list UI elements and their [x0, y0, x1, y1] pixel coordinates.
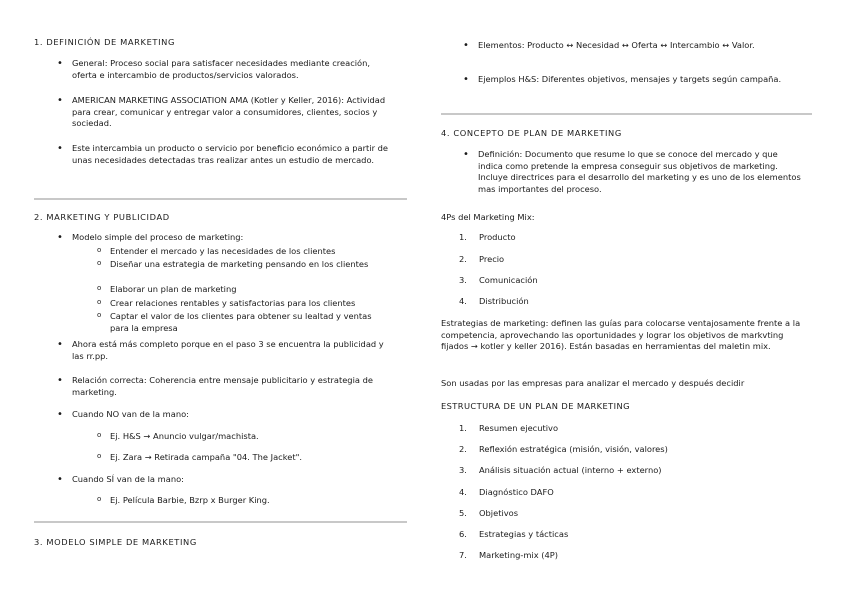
struct-item: 7. Marketing-mix (4P) — [459, 550, 559, 560]
s2-bullet-modelo: • Modelo simple del proceso de marketing: — [72, 232, 392, 244]
struct-item: 4. Diagnóstico DAFO — [459, 487, 554, 497]
mix-item: 4. Distribución — [459, 296, 529, 306]
s1-bullet-ama: • AMERICAN MARKETING ASSOCIATION AMA (Kotler y Keller, 2016): Actividad para crear, comunicar y entregar valor a consumidores, clientes, socios y sociedad. — [72, 95, 392, 130]
s2-sub-item: o Captar el valor de los clientes para obtener su lealtad y ventas para la empresa — [110, 311, 390, 334]
s2-example: o Ej. Zara → Retirada campaña "04. The Jacket". — [110, 452, 390, 464]
divider — [34, 521, 407, 523]
struct-item: 2. Reflexión estratégica (misión, visión, valores) — [459, 444, 668, 454]
usadas-paragraph: Son usadas por las empresas para analizar el mercado y después decidir — [441, 378, 745, 388]
s2-bullet-relacion: • Relación correcta: Coherencia entre mensaje publicitario y estrategia de marketing. — [72, 375, 382, 398]
divider — [34, 198, 407, 200]
s1-bullet-general: • General: Proceso social para satisfacer necesidades mediante creación, oferta e intercambio de productos/servicios valorados. — [72, 58, 392, 81]
s2-example: o Ej. Película Barbie, Bzrp x Burger King. — [110, 495, 390, 507]
mix-item: 3. Comunicación — [459, 275, 538, 285]
s4-bullet-definicion: • Definición: Documento que resume lo que se conoce del mercado y que indica como pretende la empresa conseguir sus objetivos de marketing. Incluye directrices para el desarrollo del marketing y es uno de los elementos mas importantes del proceso. — [478, 149, 803, 195]
s2-example: o Ej. H&S → Anuncio vulgar/machista. — [110, 431, 390, 443]
s2-sub-item: o Entender el mercado y las necesidades de los clientes — [110, 246, 400, 258]
s2-bullet-no: • Cuando NO van de la mano: — [72, 409, 372, 421]
struct-item: 1. Resumen ejecutivo — [459, 423, 559, 433]
s2-bullet-si: • Cuando SÍ van de la mano: — [72, 474, 372, 486]
s2-sub-item: o Elaborar un plan de marketing — [110, 284, 400, 296]
estrategias-paragraph: Estrategias de marketing: definen las guías para colocarse ventajosamente frente a la competencia, aprovechando las oportunidades y lograr los objetivos de markvting fijados → kotler y keller 2016). Están basadas en herramientas del maletin mix. — [441, 318, 801, 351]
r-bullet-elementos: • Elementos: Producto ↔ Necesidad ↔ Oferta ↔ Intercambio ↔ Valor. — [478, 40, 798, 52]
mix-title: 4Ps del Marketing Mix: — [441, 212, 535, 222]
divider — [441, 113, 812, 115]
struct-item: 5. Objetivos — [459, 508, 519, 518]
mix-item: 2. Precio — [459, 254, 505, 264]
struct-item: 6. Estrategias y tácticas — [459, 529, 569, 539]
s2-sub-item: o Diseñar una estrategia de marketing pensando en los clientes — [110, 259, 390, 271]
section-1-title: 1. DEFINICIÓN DE MARKETING — [34, 37, 175, 47]
estructura-title: ESTRUCTURA DE UN PLAN DE MARKETING — [441, 401, 630, 411]
r-bullet-ejemplos: • Ejemplos H&S: Diferentes objetivos, mensajes y targets según campaña. — [478, 74, 798, 86]
s2-sub-item: o Crear relaciones rentables y satisfactorias para los clientes — [110, 298, 405, 310]
mix-item: 1. Producto — [459, 232, 516, 242]
struct-item: 3. Análisis situación actual (interno + externo) — [459, 465, 662, 475]
section-4-title: 4. CONCEPTO DE PLAN DE MARKETING — [441, 128, 622, 138]
s2-bullet-completo: • Ahora está más completo porque en el paso 3 se encuentra la publicidad y las rr.pp. — [72, 339, 384, 362]
s1-bullet-intercambio: • Este intercambia un producto o servicio por beneficio económico a partir de unas necesidades detectadas tras realizar antes un estudio de mercado. — [72, 143, 404, 166]
section-2-title: 2. MARKETING Y PUBLICIDAD — [34, 212, 170, 222]
section-3-title: 3. MODELO SIMPLE DE MARKETING — [34, 537, 197, 547]
